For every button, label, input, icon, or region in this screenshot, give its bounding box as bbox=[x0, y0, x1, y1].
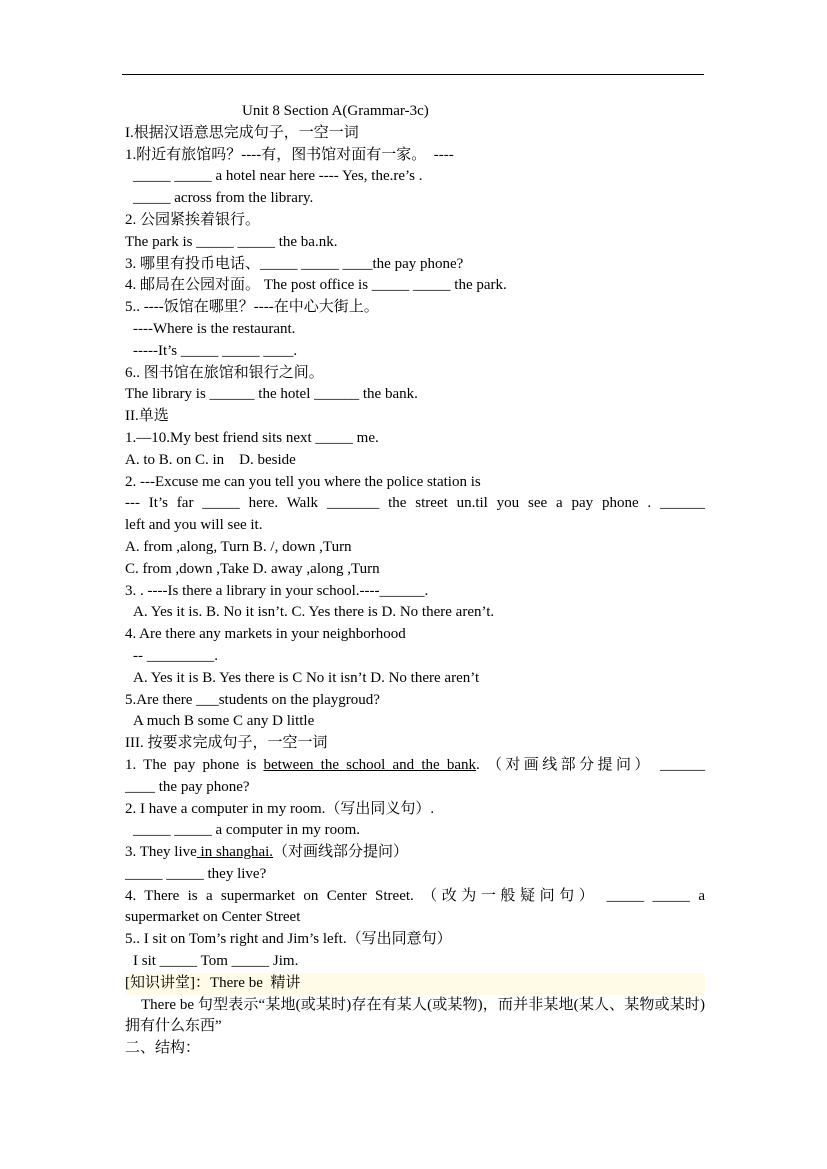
p1-q1-english-1: _____ _____ a hotel near here ---- Yes, the.re’s . bbox=[133, 168, 423, 185]
p1-q6-chinese: 6.. 图书馆在旅馆和银行之间。 bbox=[125, 364, 324, 381]
p2-q2-c: left and you will see it. bbox=[125, 517, 263, 534]
p1-q6-english: The library is ______ the hotel ______ the bank. bbox=[125, 386, 418, 403]
p3-q4: 4. There is a supermarket on Center Street. （改为一般疑问句） _____ _____ a bbox=[125, 887, 705, 904]
p3-q2-answer-line: _____ _____ a computer in my room. bbox=[133, 822, 361, 839]
p3-q3-prefix: 3. They live bbox=[125, 844, 197, 861]
knowledge-paragraph: There be 句型表示“某地(或某时)存在有某人(或某物)，而并非某地(某人、某物或某时)拥有什么东西” bbox=[125, 996, 705, 1035]
p2-q3: 3. . ----Is there a library in your school.----______. bbox=[125, 582, 429, 599]
p2-q2-options-1: A. from ,along, Turn B. /, down ,Turn bbox=[125, 538, 352, 555]
p3-q5-answer-line: I sit _____ Tom _____ Jim. bbox=[133, 953, 299, 970]
section-2-heading: II.单选 bbox=[125, 408, 169, 425]
section-1-heading: I.根据汉语意思完成句子，一空一词 bbox=[125, 124, 359, 141]
worksheet bbox=[125, 101, 705, 1060]
p2-q3-options: A. Yes it is. B. No it isn’t. C. Yes there is D. No there aren’t. bbox=[133, 604, 495, 621]
p3-q4-continuation: supermarket on Center Street bbox=[125, 909, 301, 926]
p3-q1-suffix: . （对画线部分提问） ______ bbox=[476, 756, 705, 773]
p2-q1: 1.—10.My best friend sits next _____ me. bbox=[125, 429, 379, 446]
p3-q3 bbox=[125, 842, 705, 864]
p1-q1-english-2: _____ across from the library. bbox=[133, 190, 314, 207]
p1-q1-chinese: 1.附近有旅馆吗？----有，图书馆对面有一家。 ---- bbox=[125, 146, 454, 163]
p3-q3-underlined: in shanghai. bbox=[196, 844, 274, 861]
p3-q1-answer-line: ____ the pay phone? bbox=[125, 778, 250, 795]
p3-q2: 2. I have a computer in my room.（写出同义句）. bbox=[125, 800, 435, 817]
p2-q2-b: --- It’s far _____ here. Walk _______ the street un.til you see a pay phone . ______ bbox=[125, 495, 705, 512]
p2-q4-options: A. Yes it is B. Yes there is C No it isn’t D. No there aren’t bbox=[133, 669, 480, 686]
p1-q3: 3. 哪里有投币电话、_____ _____ ____the pay phone? bbox=[125, 255, 464, 272]
page-title: Unit 8 Section A(Grammar-3c) bbox=[242, 103, 429, 119]
p3-q3-answer-line: _____ _____ they live? bbox=[125, 865, 267, 882]
p1-q5-chinese: 5.. ----饭馆在哪里？----在中心大街上。 bbox=[125, 299, 379, 316]
p3-q1 bbox=[125, 755, 705, 777]
p3-q5: 5.. I sit on Tom’s right and Jim’s left.（写出同意句） bbox=[125, 931, 452, 948]
p3-q1-prefix: 1. The pay phone is bbox=[125, 756, 264, 773]
p2-q2-options-2: C. from ,down ,Take D. away ,along ,Turn bbox=[125, 560, 380, 577]
p3-q1-underlined: between the school and the bank bbox=[263, 756, 477, 773]
knowledge-heading: [知识讲堂]：There be 精讲 bbox=[125, 973, 705, 995]
section-3-heading: III. 按要求完成句子，一空一词 bbox=[125, 735, 328, 752]
structure-heading: 二、结构： bbox=[125, 1040, 201, 1057]
p1-q4: 4. 邮局在公园对面。 The post office is _____ _____ the park. bbox=[125, 277, 507, 294]
p2-q5: 5.Are there ___students on the playgroud? bbox=[125, 691, 380, 708]
p2-q2-a: 2. ---Excuse me can you tell you where the police station is bbox=[125, 473, 481, 490]
p2-q4: 4. Are there any markets in your neighborhood bbox=[125, 626, 406, 643]
header-rule bbox=[122, 74, 704, 75]
p2-q5-options: A much B some C any D little bbox=[133, 713, 315, 730]
p1-q5-english-1: ----Where is the restaurant. bbox=[133, 320, 296, 337]
p3-q3-suffix: （对画线部分提问） bbox=[273, 844, 409, 861]
p1-q2-english: The park is _____ _____ the ba.nk. bbox=[125, 233, 338, 250]
p2-q4-answer-line: -- _________. bbox=[133, 647, 218, 664]
p1-q5-english-2: -----It’s _____ _____ ____. bbox=[133, 342, 298, 359]
p1-q2-chinese: 2. 公园紧挨着银行。 bbox=[125, 211, 261, 228]
p2-q1-options: A. to B. on C. in D. beside bbox=[125, 451, 296, 468]
